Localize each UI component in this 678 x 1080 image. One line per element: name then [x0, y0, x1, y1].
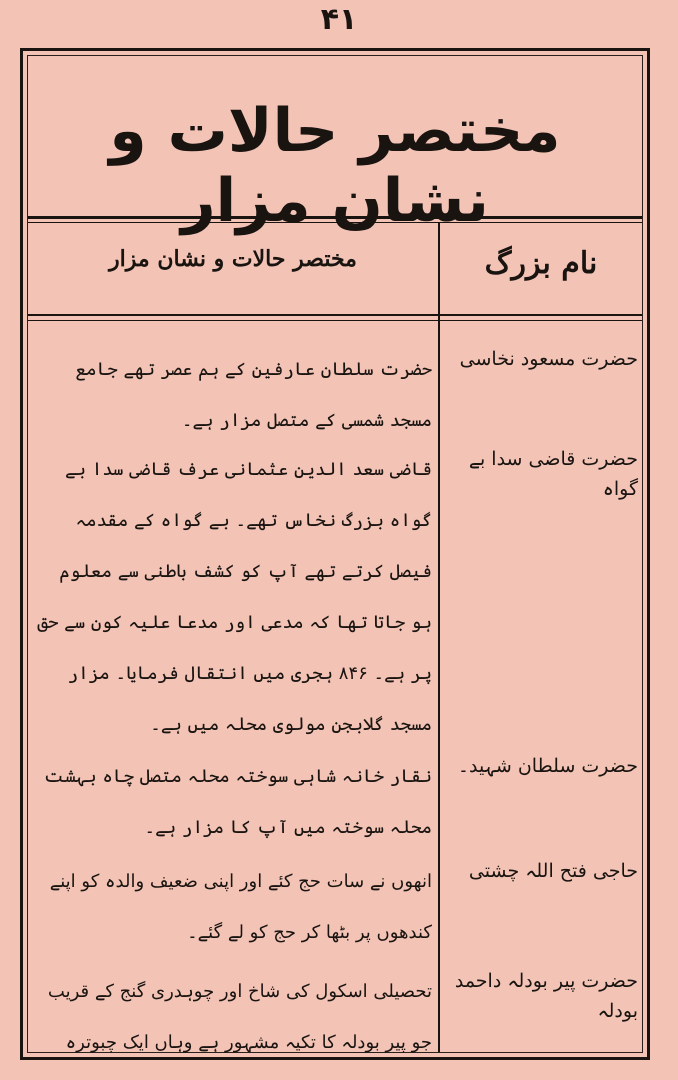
entry-name: حاجی فتح اللہ چشتی: [468, 860, 638, 882]
entry-name: حضرت پیر بودلہ داحمد بودلہ: [454, 970, 638, 1022]
entries-list: [28, 326, 642, 1052]
entry-details: انھوں نے سات حج کئے اور اپنی ضعیف والدہ کو اپنے کندھوں پر بٹھا کر حج کو لے گئے۔: [49, 871, 432, 943]
details-column-header: مختصر حالات و نشان مزار: [109, 246, 357, 272]
entry-name: حضرت سلطان شہید۔: [457, 755, 638, 777]
entry-name: حضرت قاضی سدا بے گواہ: [468, 448, 638, 500]
page-number: ۴۱: [320, 2, 358, 37]
header-divider: [28, 314, 642, 316]
title-divider: [28, 216, 642, 219]
title-divider-thin: [28, 222, 642, 223]
entry-details: حضرت سلطان عارفین کے ہم عصر تھے جامع مسجد شمسی کے متصل مزار ہے۔: [75, 359, 432, 431]
page-frame: [20, 48, 650, 1060]
header-divider-thin: [28, 320, 642, 321]
inner-frame: [27, 55, 643, 1053]
entry-details: نقار خانہ شاہی سوختہ محلہ متصل چاہ بہشت محلہ سوختہ میں آپ کا مزار ہے۔: [43, 766, 432, 838]
entry-name: حضرت مسعود نخاسی: [459, 348, 638, 370]
entry-details: تحصیلی اسکول کی شاخ اور چوہدری گنج کے قریب جو پیر بودلہ کا تکیہ مشہور ہے وہاں ایک چبوترہ: [47, 981, 432, 1053]
entry-details: قاضی سعد الدین عثمانی عرف قاضی سدا بے گواہ بزرگ نخاس تھے۔ بے گواہ کے مقدمہ فیصل کرتے تھے آپ کو کشف باطنی سے معلوم ہو جاتا تھا کہ مدعی اور مدعا علیہ کون سے حق پر ہے۔ ۸۴۶ ہجری میں انتقال فرمایا۔ مزار مسجد گلابجن مولوی محلہ میں ہے۔: [37, 459, 432, 735]
page-title: مختصر حالات و نشان مزار: [109, 96, 561, 236]
name-column-header: نام بزرگ: [484, 246, 598, 281]
